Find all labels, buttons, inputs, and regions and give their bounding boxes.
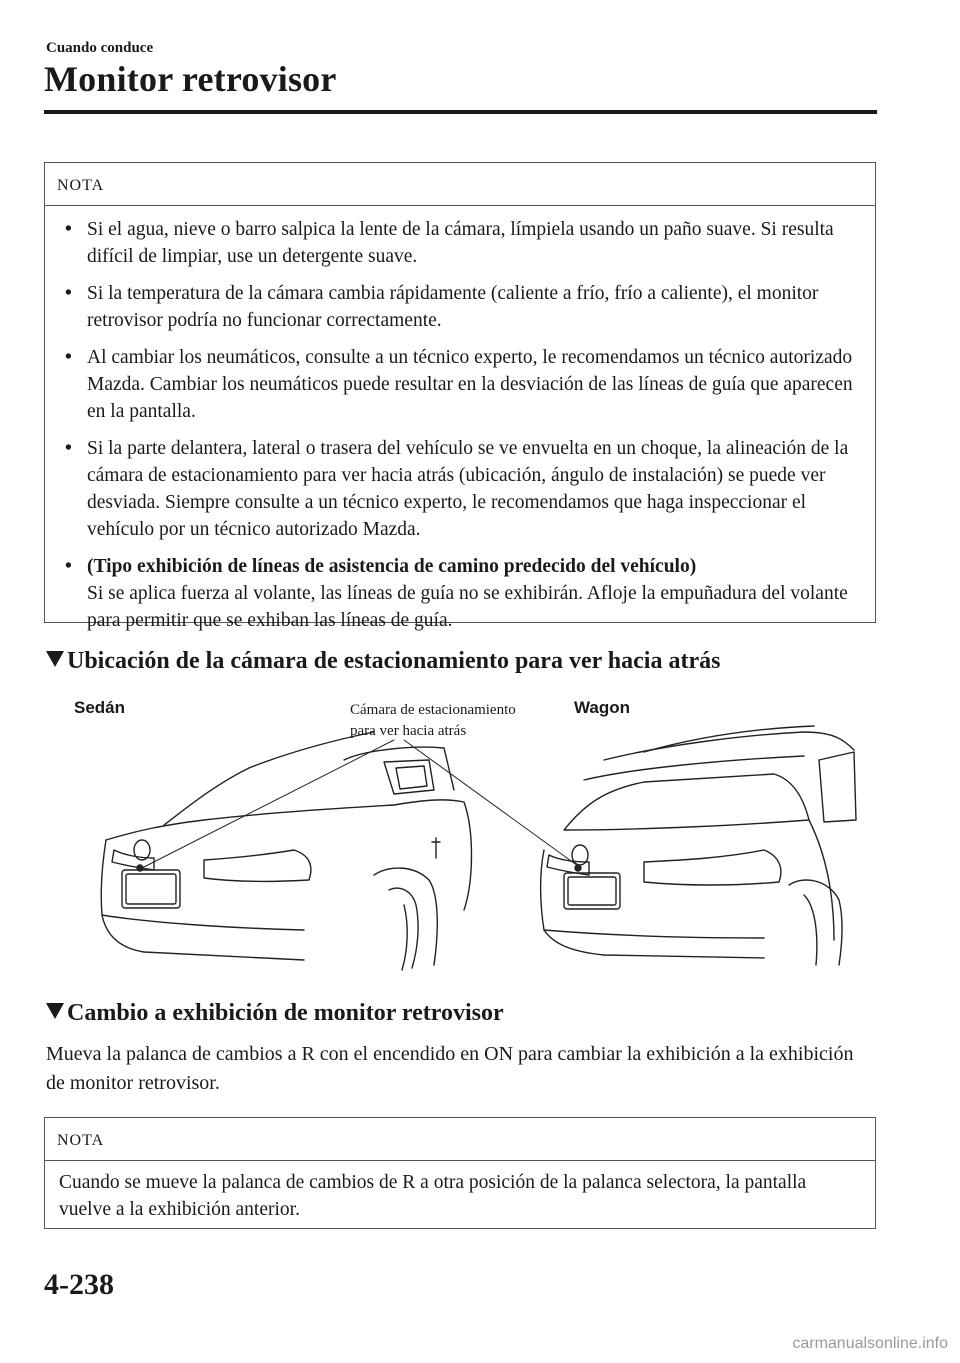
note-list bbox=[59, 216, 861, 634]
note-heading: NOTA bbox=[45, 163, 875, 206]
wagon-spoiler bbox=[584, 756, 804, 780]
wagon-rear-window bbox=[564, 774, 809, 830]
sedan-taillight-left bbox=[112, 850, 154, 870]
sedan-roof bbox=[249, 732, 374, 768]
note-item bbox=[59, 435, 861, 543]
bullet-icon: • bbox=[65, 283, 72, 304]
label-sedan: Sedán bbox=[74, 698, 126, 717]
sedan-tire bbox=[389, 888, 418, 968]
wagon-side-window bbox=[819, 752, 856, 822]
sedan-trunk bbox=[106, 805, 394, 840]
sedan-window bbox=[384, 760, 434, 794]
note-item bbox=[59, 280, 861, 334]
note-body bbox=[45, 1161, 875, 1233]
sedan-window-inner bbox=[396, 766, 427, 789]
wagon-taillight-right bbox=[644, 850, 781, 885]
sedan-side bbox=[394, 800, 472, 910]
note-item bbox=[59, 216, 861, 270]
note-item-text: Si el agua, nieve o barro salpica la lente de la cámara, límpiela usando un paño suave. Si resulta difícil de limpiar, use un detergente suave. bbox=[87, 219, 834, 267]
note-item-bold: (Tipo exhibición de líneas de asistencia de camino predecido del vehículo) bbox=[87, 556, 697, 577]
note-item-text: Si la temperatura de la cámara cambia rápidamente (caliente a frío, frío a caliente), el monitor retrovisor podría no funcionar correctamente. bbox=[87, 283, 819, 331]
note-item-text: Si la parte delantera, lateral o trasera del vehículo se ve envuelta en un choque, la alineación de la cámara de estacionamiento para ver hacia atrás (ubicación, ángulo de instalación) se puede ver desviada. Siempre consulte a un técnico experto, le recomendamos que haga inspeccionar el vehículo por un técnico autorizado Mazda. bbox=[87, 438, 849, 540]
sedan-bumper bbox=[102, 915, 304, 930]
note-heading: NOTA bbox=[45, 1118, 875, 1161]
label-camera-line1: Cámara de estacionamiento bbox=[350, 702, 516, 718]
section-title-text: Ubicación de la cámara de estacionamiento para ver hacia atrás bbox=[67, 648, 721, 674]
section-title-text: Cambio a exhibición de monitor retrovisor bbox=[67, 1000, 504, 1026]
wagon-bumper bbox=[544, 930, 764, 938]
section-heading: Cuando conduce bbox=[46, 40, 154, 56]
leader-line-sedan bbox=[142, 740, 394, 868]
bullet-icon: • bbox=[65, 347, 72, 368]
section-title bbox=[46, 648, 720, 675]
watermark: carmanualsonline.info bbox=[792, 1335, 948, 1352]
wagon-license-plate bbox=[564, 873, 620, 909]
note-item-text: Al cambiar los neumáticos, consulte a un técnico experto, le recomendamos un técnico autorizado Mazda. Cambiar los neumáticos puede resultar en la desviación de las líneas de guía que aparecen en la pantalla. bbox=[87, 347, 853, 422]
wagon-rear-face bbox=[541, 850, 764, 958]
sedan-license-plate bbox=[122, 870, 180, 908]
triangle-icon bbox=[46, 651, 64, 667]
bullet-icon: • bbox=[65, 219, 72, 240]
bullet-icon: • bbox=[65, 556, 72, 577]
cars-illustration bbox=[44, 690, 874, 980]
sedan-taillight-right bbox=[204, 850, 311, 881]
body-paragraph: Mueva la palanca de cambios a R con el encendido en ON para cambiar la exhibición a la exhibición de monitor retrovisor. bbox=[46, 1043, 854, 1094]
note-item bbox=[59, 344, 861, 425]
note-box bbox=[44, 162, 876, 631]
header-divider bbox=[44, 110, 877, 114]
note-item-text: Si se aplica fuerza al volante, las líneas de guía no se exhibirán. Afloje la empuñadura del volante para permitir que se exhiban las líneas de guía. bbox=[87, 583, 848, 631]
note-box bbox=[44, 1117, 876, 1229]
label-camera-line2: para ver hacia atrás bbox=[350, 723, 467, 739]
page-number: 4-238 bbox=[44, 1268, 114, 1301]
leader-line-wagon bbox=[404, 740, 578, 866]
sedan-rear-face bbox=[101, 840, 304, 960]
camera-location-figure bbox=[44, 690, 874, 980]
triangle-icon bbox=[46, 1003, 64, 1019]
page-title: Monitor retrovisor bbox=[44, 59, 337, 99]
label-wagon: Wagon bbox=[574, 698, 631, 717]
note-text: Cuando se mueve la palanca de cambios de R a otra posición de la palanca selectora, la pantalla vuelve a la exhibición anterior. bbox=[59, 1172, 807, 1220]
sedan-fuel-cap bbox=[432, 838, 440, 858]
note-item bbox=[59, 553, 861, 634]
wagon-roof bbox=[604, 732, 854, 760]
bullet-icon: • bbox=[65, 438, 72, 459]
section-title bbox=[46, 1000, 504, 1027]
note-body bbox=[45, 206, 875, 644]
